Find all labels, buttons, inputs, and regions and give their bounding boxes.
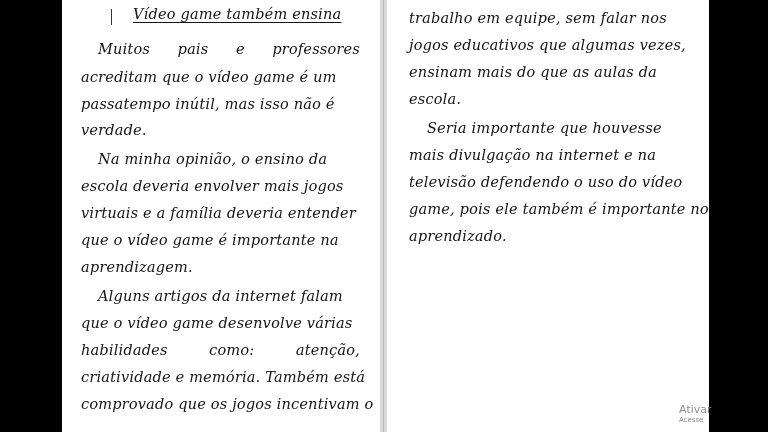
text-line: acreditam que o vídeo game é um — [81, 70, 337, 86]
text-line: passatempo inútil, mas isso não é — [81, 97, 335, 113]
text-line: que o vídeo game é importante na — [81, 233, 339, 249]
activation-watermark — [679, 403, 712, 424]
text-line: mais divulgação na internet e na — [409, 148, 657, 164]
watermark-title: Ativar — [679, 403, 712, 416]
text-line: Alguns artigos da internet falam — [98, 289, 343, 305]
text-line: trabalho em equipe, sem falar nos — [409, 11, 667, 27]
margin-mark — [111, 9, 112, 25]
text-line: virtuais e a família deveria entender — [81, 206, 356, 222]
text-line: game, pois ele também é importante no — [409, 202, 709, 218]
text-line: jogos educativos que algumas vezes, — [409, 38, 686, 54]
text-line: ensinam mais do que as aulas da — [409, 65, 657, 81]
text-line: verdade. — [81, 123, 147, 139]
text-line: Muitos pais e professores — [98, 42, 360, 58]
watermark-subtitle: Acesse — [679, 416, 704, 424]
text-line: habilidades como: atenção, — [81, 343, 360, 359]
text-line: Seria importante que houvesse — [427, 121, 662, 137]
text-line: televisão defendendo o uso do vídeo — [409, 175, 683, 191]
text-line: que o vídeo game desenvolve várias — [81, 316, 353, 332]
text-line: criatividade e memória. Também está — [81, 370, 366, 386]
text-line: aprendizagem. — [81, 260, 193, 276]
document-title: Vídeo game também ensina — [133, 7, 342, 23]
page-divider — [383, 0, 384, 432]
text-line: escola deveria envolver mais jogos — [81, 179, 344, 195]
text-line: escola. — [409, 92, 462, 108]
text-line: Na minha opinião, o ensino da — [98, 152, 328, 168]
right-page — [387, 0, 712, 432]
text-line: aprendizado. — [409, 229, 507, 245]
text-line: comprovado que os jogos incentivam o — [81, 397, 374, 413]
left-page — [62, 0, 380, 432]
